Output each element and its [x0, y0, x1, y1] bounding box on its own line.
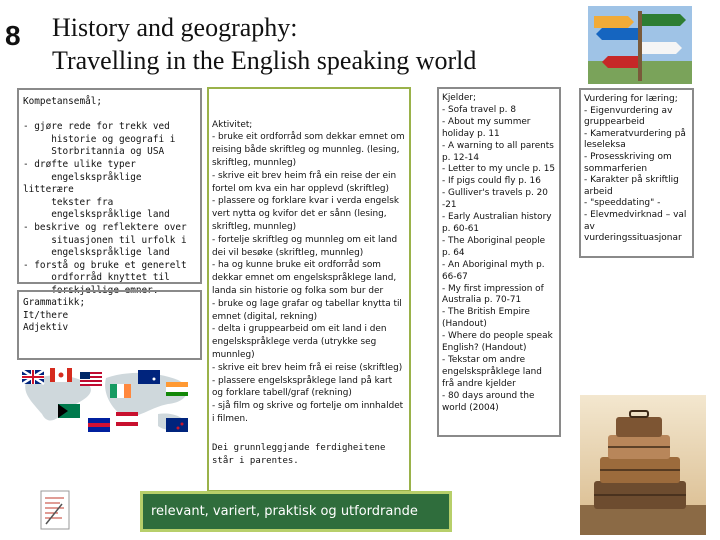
- vurdering-box: Vurdering for læring; - Eigenvurdering av gruppearbeid - Kameratvurdering på leseleksa - Prosesskriving om sommarferien - Karakter på skriftlig arbeid - "speeddating" - - Elevmedvirknad – val av vurderingssituasjonar: [579, 88, 694, 258]
- skills-note: Dei grunnleggjande ferdigheitene står i parentes.: [212, 443, 391, 466]
- kjelder-box: Kjelder; - Sofa travel p. 8 - About my summer holiday p. 11 - A warning to all parents p. 12-14 - Letter to my uncle p. 15 - If pigs could fly p. 16 - Gulliver's travels p. 20 -21 - Early Australian history p. 60-61 - The Aboriginal people p. 64 - An Aboriginal myth p. 66-67 - My first impression of Australia p. 70-71 - The British Empire (Handout) - Where do people speak English? (Handout) - Tekstar om andre engelskspråklege land frå andre kjelder - 80 days around the world (2004): [437, 87, 561, 437]
- grade-number: 8: [5, 20, 21, 51]
- paper-thumbnail: [40, 490, 70, 530]
- signpost-image: [588, 6, 692, 84]
- aktivitet-text: Aktivitet; - bruke eit ordforråd som dekkar emnet om reising både skriftleg og munnleg. (lesing, skriftleg, munnleg) - skrive eit brev heim frå ein reise der ein fortel om kva ein har opplevd (skriftleg) - plassere og forklare kvar i verda engelsk vert nytta og kvifor det er sånn (lesing, skriftleg, munnleg) - fortelje skriftleg og munnleg om eit land dei vil besøke (skriftleg, munnleg) - ha og kunne bruke eit ordforråd som dekkar emnet om engelskspråklege land, landa sin historie og folka som bur der - bruke og lage grafar og tabellar knytta til emnet (digital, rekning) - delta i gruppearbeid om eit land i den engelskspråklege verda (utrykke seg munnleg) - skrive eit brev heim frå ei reise (skriftleg) - plassere engelskspråklege land på kart og forklare tabell/graf (rekning) - sjå film og skrive og fortelje om innhaldet i filmen.: [212, 119, 405, 424]
- title-line-1: History and geography:: [52, 13, 298, 42]
- luggage-image: [580, 395, 706, 535]
- title-line-2: Travelling in the English speaking world: [52, 46, 477, 75]
- aktivitet-box: [207, 87, 411, 492]
- grammatikk-box: Grammatikk; It/there Adjektiv: [17, 290, 202, 360]
- page-title: [52, 11, 476, 77]
- flags-map-image: [18, 364, 203, 439]
- motto-banner: relevant, variert, praktisk og utfordrande: [140, 491, 452, 532]
- kompetansemal-box: Kompetansemål; - gjøre rede for trekk ved historie og geografi i Storbritannia og USA - drøfte ulike typer engelskspråklige litterære tekster fra engelskspråklige land - beskrive og reflektere over situasjonen til urfolk i engelskspråklige land - forstå og bruke et generelt ordforråd knyttet til forskjellige emner.: [17, 88, 202, 284]
